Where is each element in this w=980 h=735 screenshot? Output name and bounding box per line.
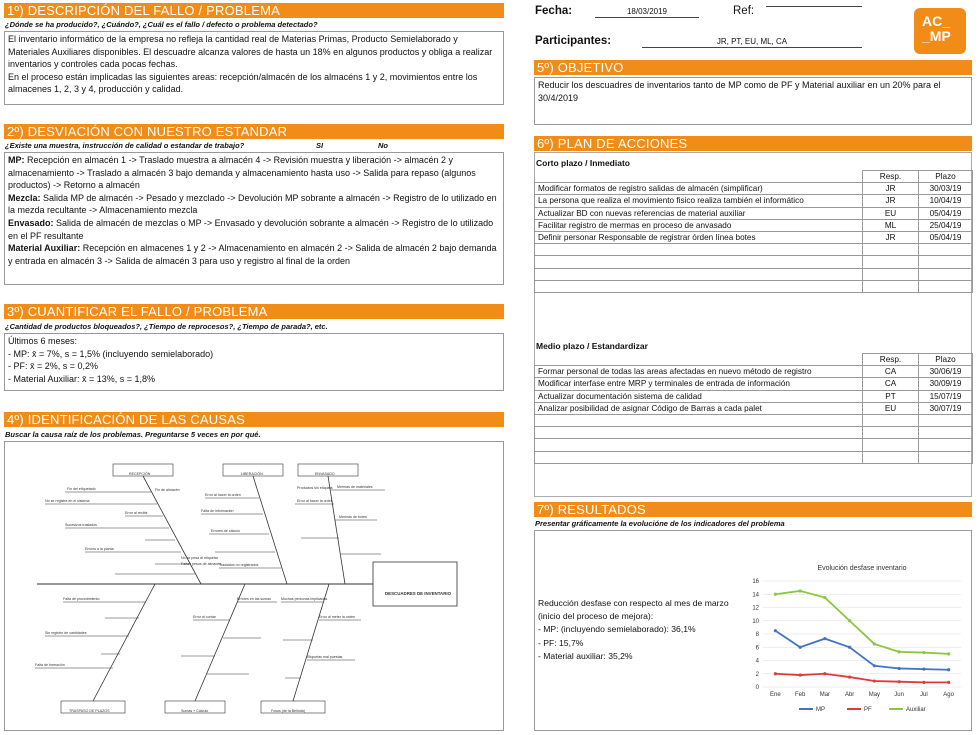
chart-point-mp <box>947 668 950 671</box>
section6-header: 6º) PLAN DE ACCIONES <box>534 136 972 151</box>
fishbone-cause: Error al hacer la orden <box>297 499 333 503</box>
section1-paragraph1: El inventario informático de la empresa no refleja la cantidad real de Materias Primas, Producto Semielaborado y Materiales Auxiliares disponibles. El descuadre alcanza valores de hasta un 18% en algunos productos y obliga a realizar inventarios y controles cada pocas fechas. <box>8 34 493 70</box>
section7-body <box>534 530 972 731</box>
chart-x-tick: Jun <box>894 692 904 698</box>
section2-item-envasado: Envasado: Salida de almacén de mezclas o MP -> Envasado y devolución sobrante a almacén -> Registro de lo utilizado en el PF resultante <box>8 217 494 241</box>
chart-point-mp <box>848 646 851 649</box>
chart-y-tick: 6 <box>755 645 759 652</box>
chart-point-auxiliar <box>774 593 777 596</box>
fishbone-cause: Fin del etiquetado <box>67 487 96 491</box>
section2-header: 2º) DESVIACIÓN CON NUESTRO ESTANDAR <box>4 124 504 139</box>
fishbone-cause: Productos sin etiqueta <box>297 486 333 490</box>
logo <box>914 8 966 54</box>
fishbone-cause: Error al hacer la orden <box>205 493 241 497</box>
chart-y-tick: 0 <box>755 685 759 691</box>
section1-paragraph2: En el proceso están implicadas las siguientes areas: recepción/almacén de los almacéns 1 y 2, movimientos entre los almacenes 1, 2, 3 y 4, producción y calidad. <box>8 71 478 95</box>
chart-legend-label: PF <box>864 707 872 713</box>
short-term-table <box>534 170 973 293</box>
logo-line1: AC_ <box>922 13 951 29</box>
chart-point-mp <box>873 664 876 667</box>
fishbone-category: Sumas + Cálculo <box>181 709 209 713</box>
chart-series-line-mp <box>775 631 948 670</box>
chart-point-auxiliar <box>947 652 950 655</box>
fishbone-cause: Errores de cálculo <box>211 529 240 533</box>
short-term-title: Corto plazo / Inmediato <box>536 158 630 168</box>
chart-point-auxiliar <box>873 642 876 645</box>
section1-body <box>4 31 504 105</box>
section2-item-auxiliar: Material Auxiliar: Recepción en almacenes 1 y 2 -> Almacenamiento en almacén 2 -> Salida de almacén 2 bajo demanda y entrada en almacén 3 -> Salida de almacén 3 para uso y registro al final de la orden <box>8 243 497 266</box>
fishbone-cause: Error al recibir <box>125 511 148 515</box>
fishbone-cause: Traslados no registrados <box>219 563 259 567</box>
logo-line2: _MP <box>922 28 951 44</box>
chart-point-pf <box>774 672 777 675</box>
results-line: Reducción desfase con respecto al mes de marzo <box>538 598 729 608</box>
table-row: Modificar interfase entre MRP y terminales de entrada de información CA 30/09/19 <box>535 378 973 390</box>
ref-value <box>766 6 862 7</box>
fishbone-category: ENVASADO <box>315 472 335 476</box>
fishbone-cause: No se pesa al etiquetar <box>181 556 218 560</box>
results-line: - MP: (incluyendo semielaborado): 36,1% <box>538 624 696 635</box>
col-plazo: Plazo <box>919 354 973 366</box>
section2-no: No <box>378 141 388 150</box>
fishbone-category: Fosos (de la Belinda) <box>271 709 305 713</box>
fishbone-cause: Sin registro de cantidades <box>45 631 87 635</box>
fishbone-problem: DESCUADRES DE INVENTARIO <box>385 591 452 596</box>
section2-prompt: ¿Existe una muestra, instrucción de calidad o estandar de trabajo? <box>5 141 245 150</box>
chart-point-pf <box>799 673 802 676</box>
medium-term-title: Medio plazo / Estandardizar <box>536 341 648 351</box>
results-line: - Material auxiliar: 35,2% <box>538 650 633 661</box>
chart-point-auxiliar <box>799 589 802 592</box>
fishbone-box <box>4 441 504 731</box>
fishbone-cause: Muchas personas implicadas <box>281 597 328 601</box>
section1-header: 1º) DESCRIPCIÓN DEL FALLO / PROBLEMA <box>4 3 504 18</box>
chart-y-tick: 12 <box>752 605 759 612</box>
chart-x-tick: Jul <box>920 692 928 698</box>
fishbone-cause: Error al contar <box>193 615 216 619</box>
section4-header: 4º) IDENTIFICACIÓN DE LAS CAUSAS <box>4 412 504 427</box>
table-row: La persona que realiza el movimiento fisico realiza también el informático JR 10/04/19 <box>535 195 973 207</box>
fecha-label: Fecha: <box>535 5 573 17</box>
fishbone-category: RECEPCIÓN <box>129 472 151 476</box>
chart-y-tick: 16 <box>752 579 759 585</box>
chart-x-tick: Abr <box>844 692 855 698</box>
fishbone-cause: Mermas de materiales <box>337 485 373 489</box>
chart-x-tick: Feb <box>794 692 806 698</box>
fishbone-category: TRASPASO DE PLAZOS <box>69 709 110 713</box>
fishbone-cause: Fin de almacén <box>155 488 180 492</box>
fishbone-diagram <box>5 442 503 730</box>
table-row <box>535 427 973 439</box>
section3-line: - PF: x̄ = 2%, s = 0,2% <box>8 361 99 372</box>
fishbone-cause: Etiquetas mal puestas <box>307 655 343 659</box>
col-plazo: Plazo <box>919 171 973 183</box>
results-text <box>538 597 729 663</box>
section5-body: Reducir los descuadres de inventarios tanto de MP como de PF y Material auxiliar en un 20% para el 30/4/2019 <box>534 77 972 125</box>
table-row <box>535 268 973 280</box>
chart-x-tick: May <box>868 692 881 698</box>
medium-term-table <box>534 353 973 464</box>
col-resp: Resp. <box>863 354 919 366</box>
chart-point-mp <box>823 637 826 640</box>
chart-point-pf <box>898 680 901 683</box>
chart-title: Evolución desfase inventario <box>817 565 907 572</box>
fecha-value: 18/03/2019 <box>595 6 699 18</box>
section3-line: - MP: x̄ = 7%, s = 1,5% (incluyendo semielaborado) <box>8 348 214 359</box>
chart-point-auxiliar <box>898 650 901 653</box>
chart-point-mp <box>922 668 925 671</box>
section1-prompt: ¿Dónde se ha producido?, ¿Cuándo?, ¿Cuál es el fallo / defecto o problema detectado? <box>5 20 318 29</box>
section5-header: 5º) OBJETIVO <box>534 60 972 75</box>
results-line: - PF: 15,7% <box>538 637 584 648</box>
section3-line: - Material Auxiliar: x̄ = 13%, s = 1,8% <box>8 373 156 384</box>
section7-header: 7º) RESULTADOS <box>534 502 972 517</box>
section2-item-mp: MP: Recepción en almacén 1 -> Traslado muestra a almacén 4 -> Revisión muestra y liberación -> almacén 2 y almacenamiento -> Traslado a almacén 3 bajo demanda y almacenamiento hasta uso -> Salida para repaso (algunos productos) -> Retorno a almacén <box>8 155 476 191</box>
ref-label: Ref: <box>733 5 755 17</box>
fishbone-cause: No se registra en el sistema <box>45 499 90 503</box>
fishbone-cause: Falta de procedimiento <box>63 597 100 601</box>
fishbone-category: LIBERACIÓN <box>241 472 263 476</box>
section3-body <box>4 333 504 391</box>
chart-point-pf <box>922 681 925 684</box>
section3-line: Últimos 6 meses: <box>8 336 78 346</box>
chart-point-auxiliar <box>823 596 826 599</box>
section4-prompt: Buscar la causa raíz de los problemas. Preguntarse 5 veces en por qué. <box>5 430 261 439</box>
col-resp: Resp. <box>863 171 919 183</box>
chart-legend-label: MP <box>816 707 825 713</box>
chart-x-tick: Ene <box>770 692 781 698</box>
chart-y-tick: 4 <box>755 658 759 665</box>
fishbone-cause: Falta de información <box>201 509 234 513</box>
chart-x-tick: Mar <box>819 692 831 698</box>
chart-point-pf <box>947 681 950 684</box>
chart-point-auxiliar <box>848 619 851 622</box>
participantes-label: Participantes: <box>535 35 612 47</box>
chart-point-pf <box>873 679 876 682</box>
fishbone-cause: Mermas de botes <box>339 515 367 519</box>
section2-body <box>4 152 504 285</box>
table-row: Analizar posibilidad de asignar Código de Barras a cada palet EU 30/07/19 <box>535 402 973 414</box>
results-chart <box>737 559 969 719</box>
chart-x-tick: Ago <box>943 692 954 698</box>
section7-prompt: Presentar gráficamente la evolucióne de los indicadores del problema <box>535 519 785 528</box>
fishbone-cause: Falta de formación <box>35 663 65 667</box>
chart-y-tick: 8 <box>755 632 759 638</box>
chart-y-tick: 14 <box>752 592 759 599</box>
table-row: Actualizar documentación sistema de calidad PT 15/07/19 <box>535 390 973 402</box>
chart-point-mp <box>799 646 802 649</box>
table-row: Formar personal de todas las areas afectadas en nuevo método de registro CA 30/06/19 <box>535 366 973 378</box>
table-row <box>535 439 973 451</box>
fishbone-cause: Sucesivos traslados <box>65 523 97 527</box>
table-row <box>535 414 973 426</box>
chart-point-auxiliar <box>922 651 925 654</box>
chart-point-mp <box>774 629 777 632</box>
table-row <box>535 451 973 463</box>
chart-y-tick: 10 <box>752 618 759 625</box>
participants-value: JR, PT, EU, ML, CA <box>642 36 862 48</box>
table-row: Facilitar registro de mermas en proceso de anvasado ML 25/04/19 <box>535 219 973 231</box>
section3-prompt: ¿Cantidad de productos bloqueados?, ¿Tiempo de reprocesos?, ¿Tiempo de parada?, etc. <box>5 322 328 331</box>
section2-si: SI <box>316 141 324 150</box>
fishbone-cause: Errores en las sumas <box>237 597 271 601</box>
table-row: Definir personar Responsable de registrar órden línea botes JR 05/04/19 <box>535 231 973 243</box>
chart-y-tick: 2 <box>755 671 759 678</box>
chart-point-pf <box>848 675 851 678</box>
fishbone-cause: Envíos a la planta <box>85 547 114 551</box>
chart-series-line-auxiliar <box>775 591 948 654</box>
fishbone-cause: Faltan pesos de almacén <box>181 562 222 566</box>
section3-header: 3º) CUANTIFICAR EL FALLO / PROBLEMA <box>4 304 504 319</box>
table-row <box>535 244 973 256</box>
section2-item-mezcla: Mezcla: Salida MP de almacén -> Pesado y mezclado -> Devolución MP sobrante a almacén -> Registro de lo utilizado en la mezda recultante -> Almacenamiento mezcla <box>8 192 497 216</box>
results-line: (inicio del proceso de mejora): <box>538 611 654 622</box>
fishbone-cause: Error al meter la orden <box>319 615 355 619</box>
chart-legend-label: Auxiliar <box>906 707 926 713</box>
table-row: Modificar formatos de registro salidas de almacén (simplificar) JR 30/03/19 <box>535 183 973 195</box>
chart-point-pf <box>823 672 826 675</box>
chart-point-mp <box>898 667 901 670</box>
table-row: Actualizar BD con nuevas referencias de material auxiliar EU 05/04/19 <box>535 207 973 219</box>
table-row <box>535 256 973 268</box>
table-row <box>535 280 973 292</box>
